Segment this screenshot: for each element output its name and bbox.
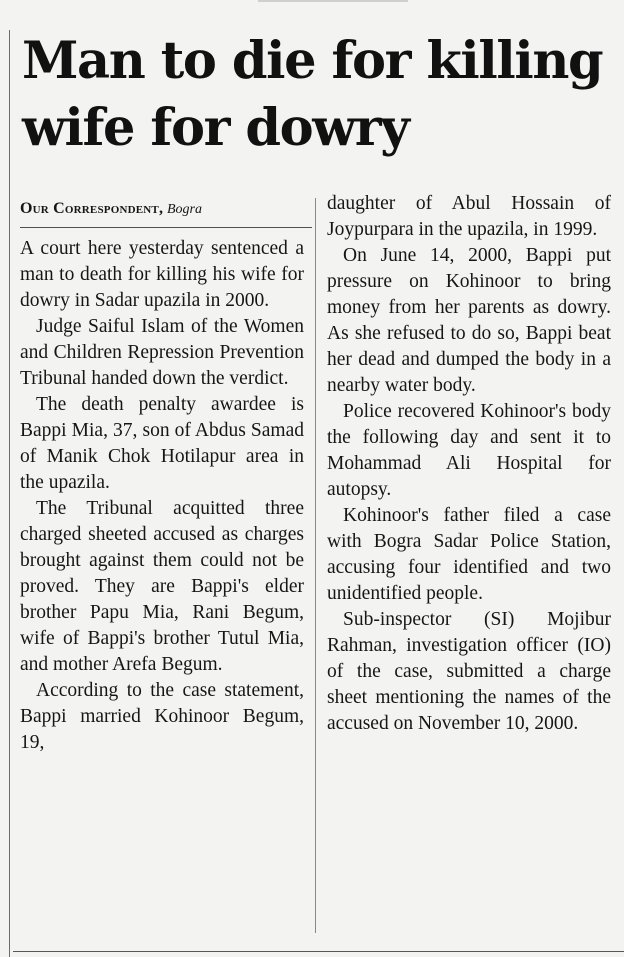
paragraph-continued: daughter of Abul Hossain of Joypurpara in the upazila, in 1999. <box>327 193 611 240</box>
article-body-right-column <box>327 191 611 737</box>
headline: Man to die for killing wife for dowry <box>22 31 603 158</box>
byline-rule <box>20 227 312 228</box>
column-divider <box>315 198 316 933</box>
paragraph: Judge Saiful Islam of the Women and Children Repression Prevention Tribunal handed down the verdict. <box>20 316 304 389</box>
cropped-previous-article-edge <box>258 0 408 2</box>
paragraph: On June 14, 2000, Bappi put pressure on Kohinoor to bring money from her parents as dowry. As she refused to do so, Bappi beat her dead and dumped the body in a nearby water body. <box>327 245 611 396</box>
paragraph: Police recovered Kohinoor's body the following day and sent it to Mohammad Ali Hospital for autopsy. <box>327 401 611 500</box>
article-body-left-column <box>20 236 304 756</box>
paragraph: Kohinoor's father filed a case with Bogra Sadar Police Station, accusing four identified and two unidentified people. <box>327 505 611 604</box>
byline-separator: , <box>158 200 163 217</box>
paragraph: Sub-inspector (SI) Mojibur Rahman, investigation officer (IO) of the case, submitted a charge sheet mentioning the names of the accused on November 10, 2000. <box>327 609 611 734</box>
bottom-rule <box>13 951 624 952</box>
byline-place: Bogra <box>166 202 202 217</box>
byline <box>20 198 312 221</box>
paragraph: The death penalty awardee is Bappi Mia, 37, son of Abdus Samad of Manik Chok Hotilapur area in the upazila. <box>20 394 304 493</box>
paragraph: The Tribunal acquitted three charged sheeted accused as charges brought against them could not be proved. They are Bappi's elder brother Papu Mia, Rani Begum, wife of Bappi's brother Tutul Mia, and mother Arefa Begum. <box>20 498 304 675</box>
paragraph-lead: A court here yesterday sentenced a man to death for killing his wife for dowry in Sadar upazila in 2000. <box>20 238 304 311</box>
paragraph: According to the case statement, Bappi married Kohinoor Begum, 19, <box>20 680 304 753</box>
left-column-rule <box>9 30 10 957</box>
byline-author: Our Correspondent <box>20 200 159 217</box>
